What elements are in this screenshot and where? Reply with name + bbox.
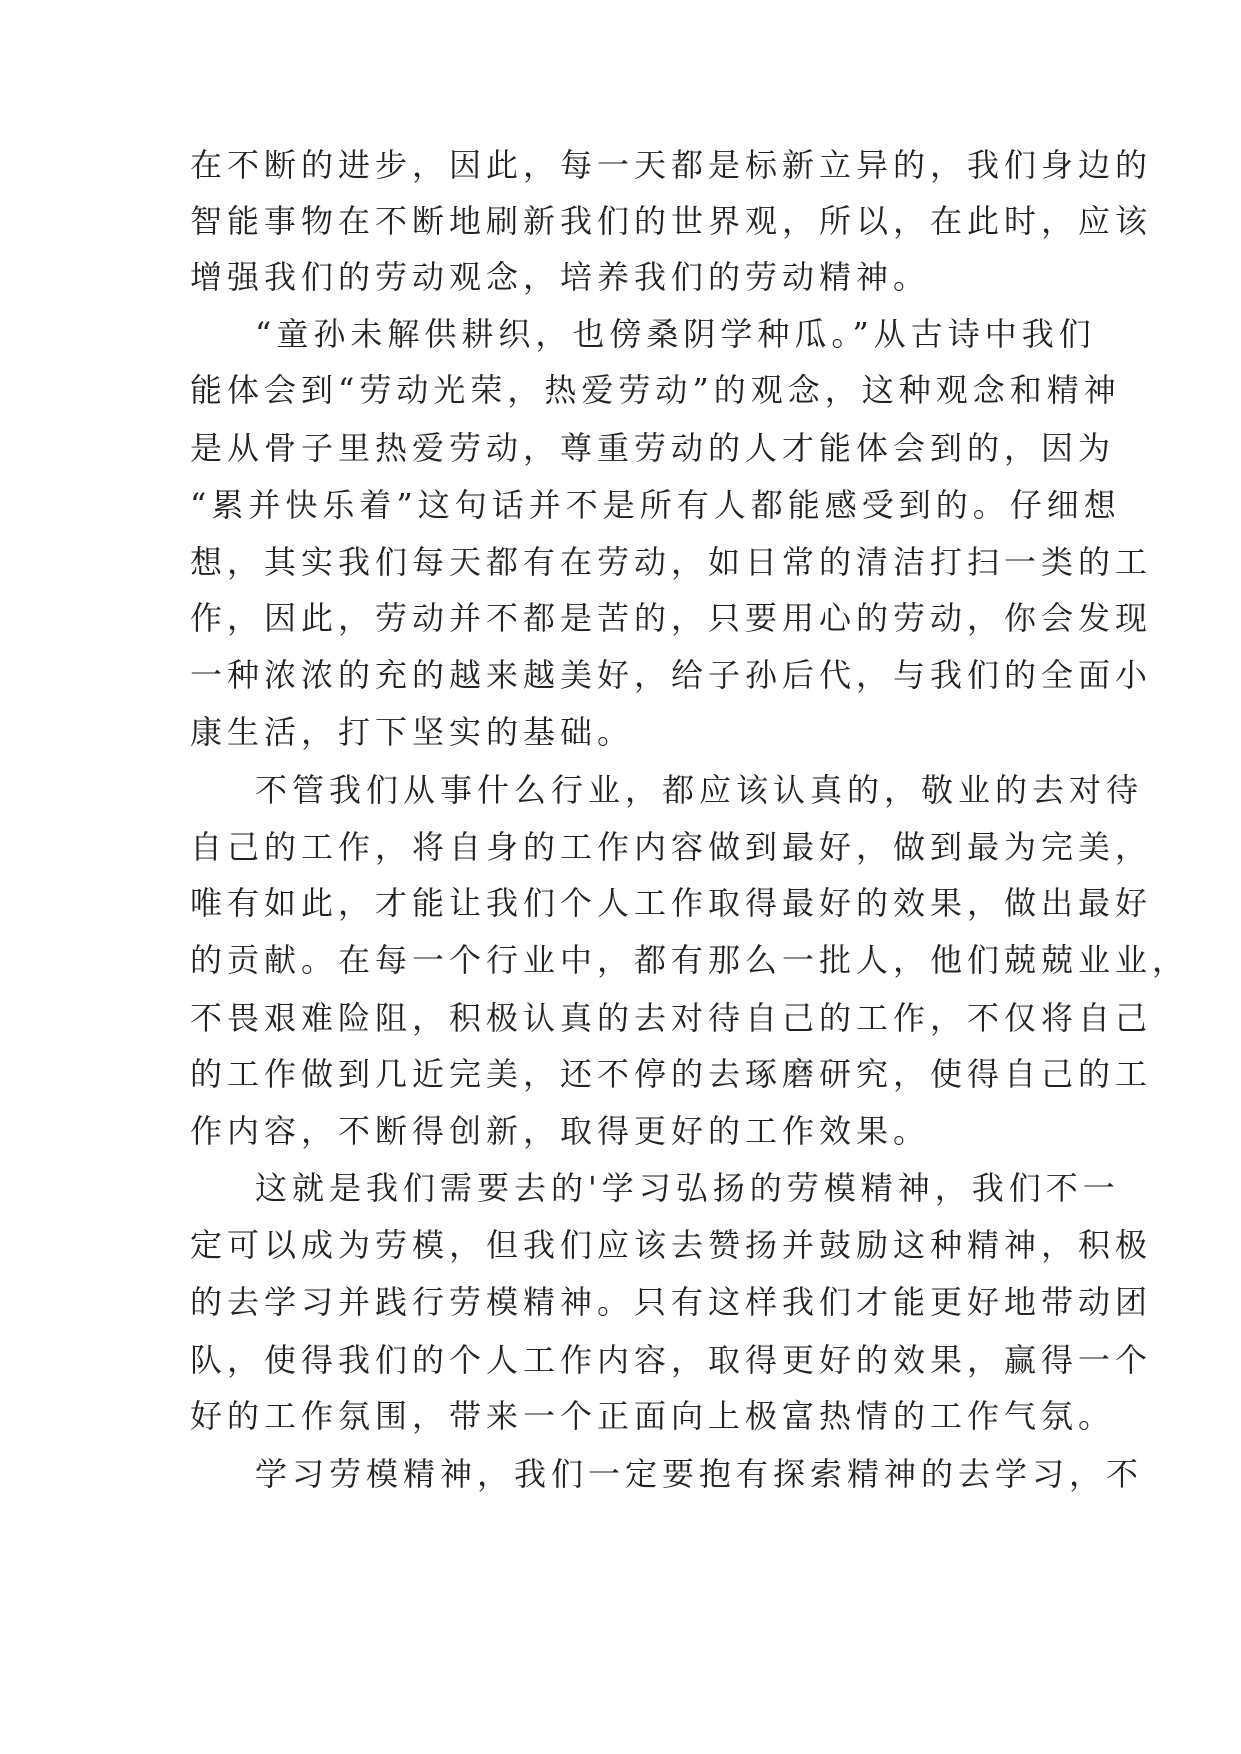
paragraph-start-line: 这就是我们需要去的'学习弘扬的劳模精神，我们不一 [255,1169,1120,1207]
text-line: 康生活，打下坚实的基础。 [190,713,635,751]
text-line: 定可以成为劳模，但我们应该去赞扬并鼓励这种精神，积极 [190,1226,1153,1264]
paragraph-start-line: 不管我们从事什么行业，都应该认真的，敬业的去对待 [255,771,1144,809]
paragraph-start-line: 学习劳模精神，我们一定要抱有探索精神的去学习，不 [255,1455,1144,1493]
text-line: 的去学习并践行劳模精神。只有这样我们才能更好地带动团 [190,1283,1153,1321]
text-line: 的工作做到几近完美，还不停的去琢磨研究，使得自己的工 [190,1055,1153,1093]
text-line: 在不断的进步，因此，每一天都是标新立异的，我们身边的 [190,146,1153,184]
text-line: 好的工作氛围，带来一个正面向上极富热情的工作气氛。 [190,1397,1116,1435]
text-line: 不畏艰难险阻，积极认真的去对待自己的工作，不仅将自己 [190,999,1153,1037]
text-line: 的贡献。在每一个行业中，都有那么一批人，他们兢兢业业， [190,941,1190,979]
text-line: 智能事物在不断地刷新我们的世界观，所以，在此时，应该 [190,202,1153,240]
text-line: 自己的工作，将自身的工作内容做到最好，做到最为完美， [190,828,1153,866]
text-line: 作，因此，劳动并不都是苦的，只要用心的劳动，你会发现 [190,599,1153,637]
text-line: 队，使得我们的个人工作内容，取得更好的效果，赢得一个 [190,1341,1153,1379]
paragraph-start-line: “童孙未解供耕织，也傍桑阴学种瓜。”从古诗中我们 [255,315,1096,353]
text-line: 一种浓浓的充的越来越美好，给子孙后代，与我们的全面小 [190,656,1153,694]
text-line: 能体会到“劳动光荣，热爱劳动”的观念，这种观念和精神 [190,371,1121,409]
text-line: 唯有如此，才能让我们个人工作取得最好的效果，做出最好 [190,884,1153,922]
text-line: 是从骨子里热爱劳动，尊重劳动的人才能体会到的，因为 [190,429,1116,467]
text-line: 想，其实我们每天都有在劳动，如日常的清洁打扫一类的工 [190,543,1153,581]
text-line: 增强我们的劳动观念，培养我们的劳动精神。 [190,258,931,296]
text-line: 作内容，不断得创新，取得更好的工作效果。 [190,1112,931,1150]
text-line: “累并快乐着”这句话并不是所有人都能感受到的。仔细想 [190,486,1121,524]
